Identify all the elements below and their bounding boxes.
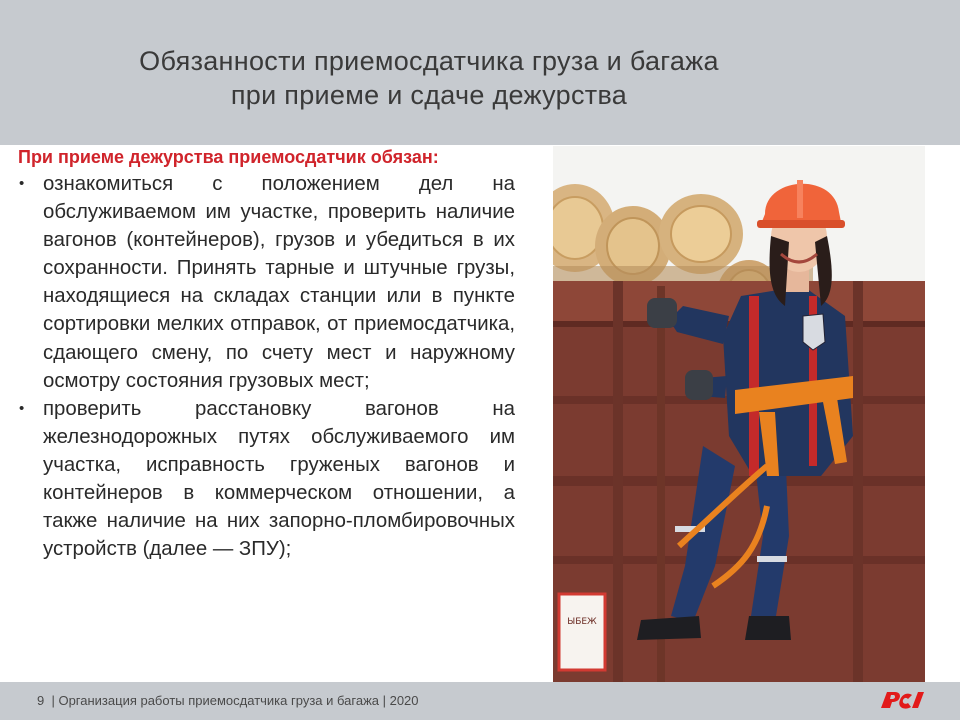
main-content (18, 146, 515, 563)
list-item (18, 395, 515, 564)
list-item (18, 170, 515, 395)
footer-bar (0, 682, 960, 720)
bullet-icon: • (19, 399, 25, 417)
footer-caption: | Организация работы приемосдатчика груза и багажа | 2020 (51, 693, 419, 708)
page-number: 9 (37, 693, 45, 708)
subheading: При приеме дежурства приемосдатчик обязан: (18, 147, 439, 167)
duty-list (18, 170, 515, 563)
title-line-2: при приеме и сдаче дежурства (230, 80, 628, 110)
warning-sign-icon (559, 594, 605, 670)
footer-text (37, 693, 419, 708)
sign-text: ЫБЕЖ (567, 617, 597, 627)
rzd-logo-icon (878, 689, 928, 711)
list-item-text: ознакомиться с положением дел на обслуживаемом им участке, проверить наличие вагонов (контейнеров), грузов и убедиться в их сохранности. Принять тарные и штучные грузы, находящиеся на складах станции или в пункте сортировки мелких отправок, от приемосдатчика, сдающего смену, по счету мест и наружному осмотру состояния грузовых мест; (43, 173, 515, 392)
page-title (0, 44, 858, 112)
worker-photo (553, 146, 925, 682)
list-item-text: проверить расстановку вагонов на железнодорожных путях обслуживаемого им участка, исправность груженых вагонов и контейнеров в коммерческом отношении, а также наличие на них запорно-пломбировочных устройств (далее — ЗПУ); (43, 397, 515, 561)
title-line-1: Обязанности приемосдатчика груза и багажа (139, 46, 719, 76)
bullet-icon: • (19, 175, 25, 192)
